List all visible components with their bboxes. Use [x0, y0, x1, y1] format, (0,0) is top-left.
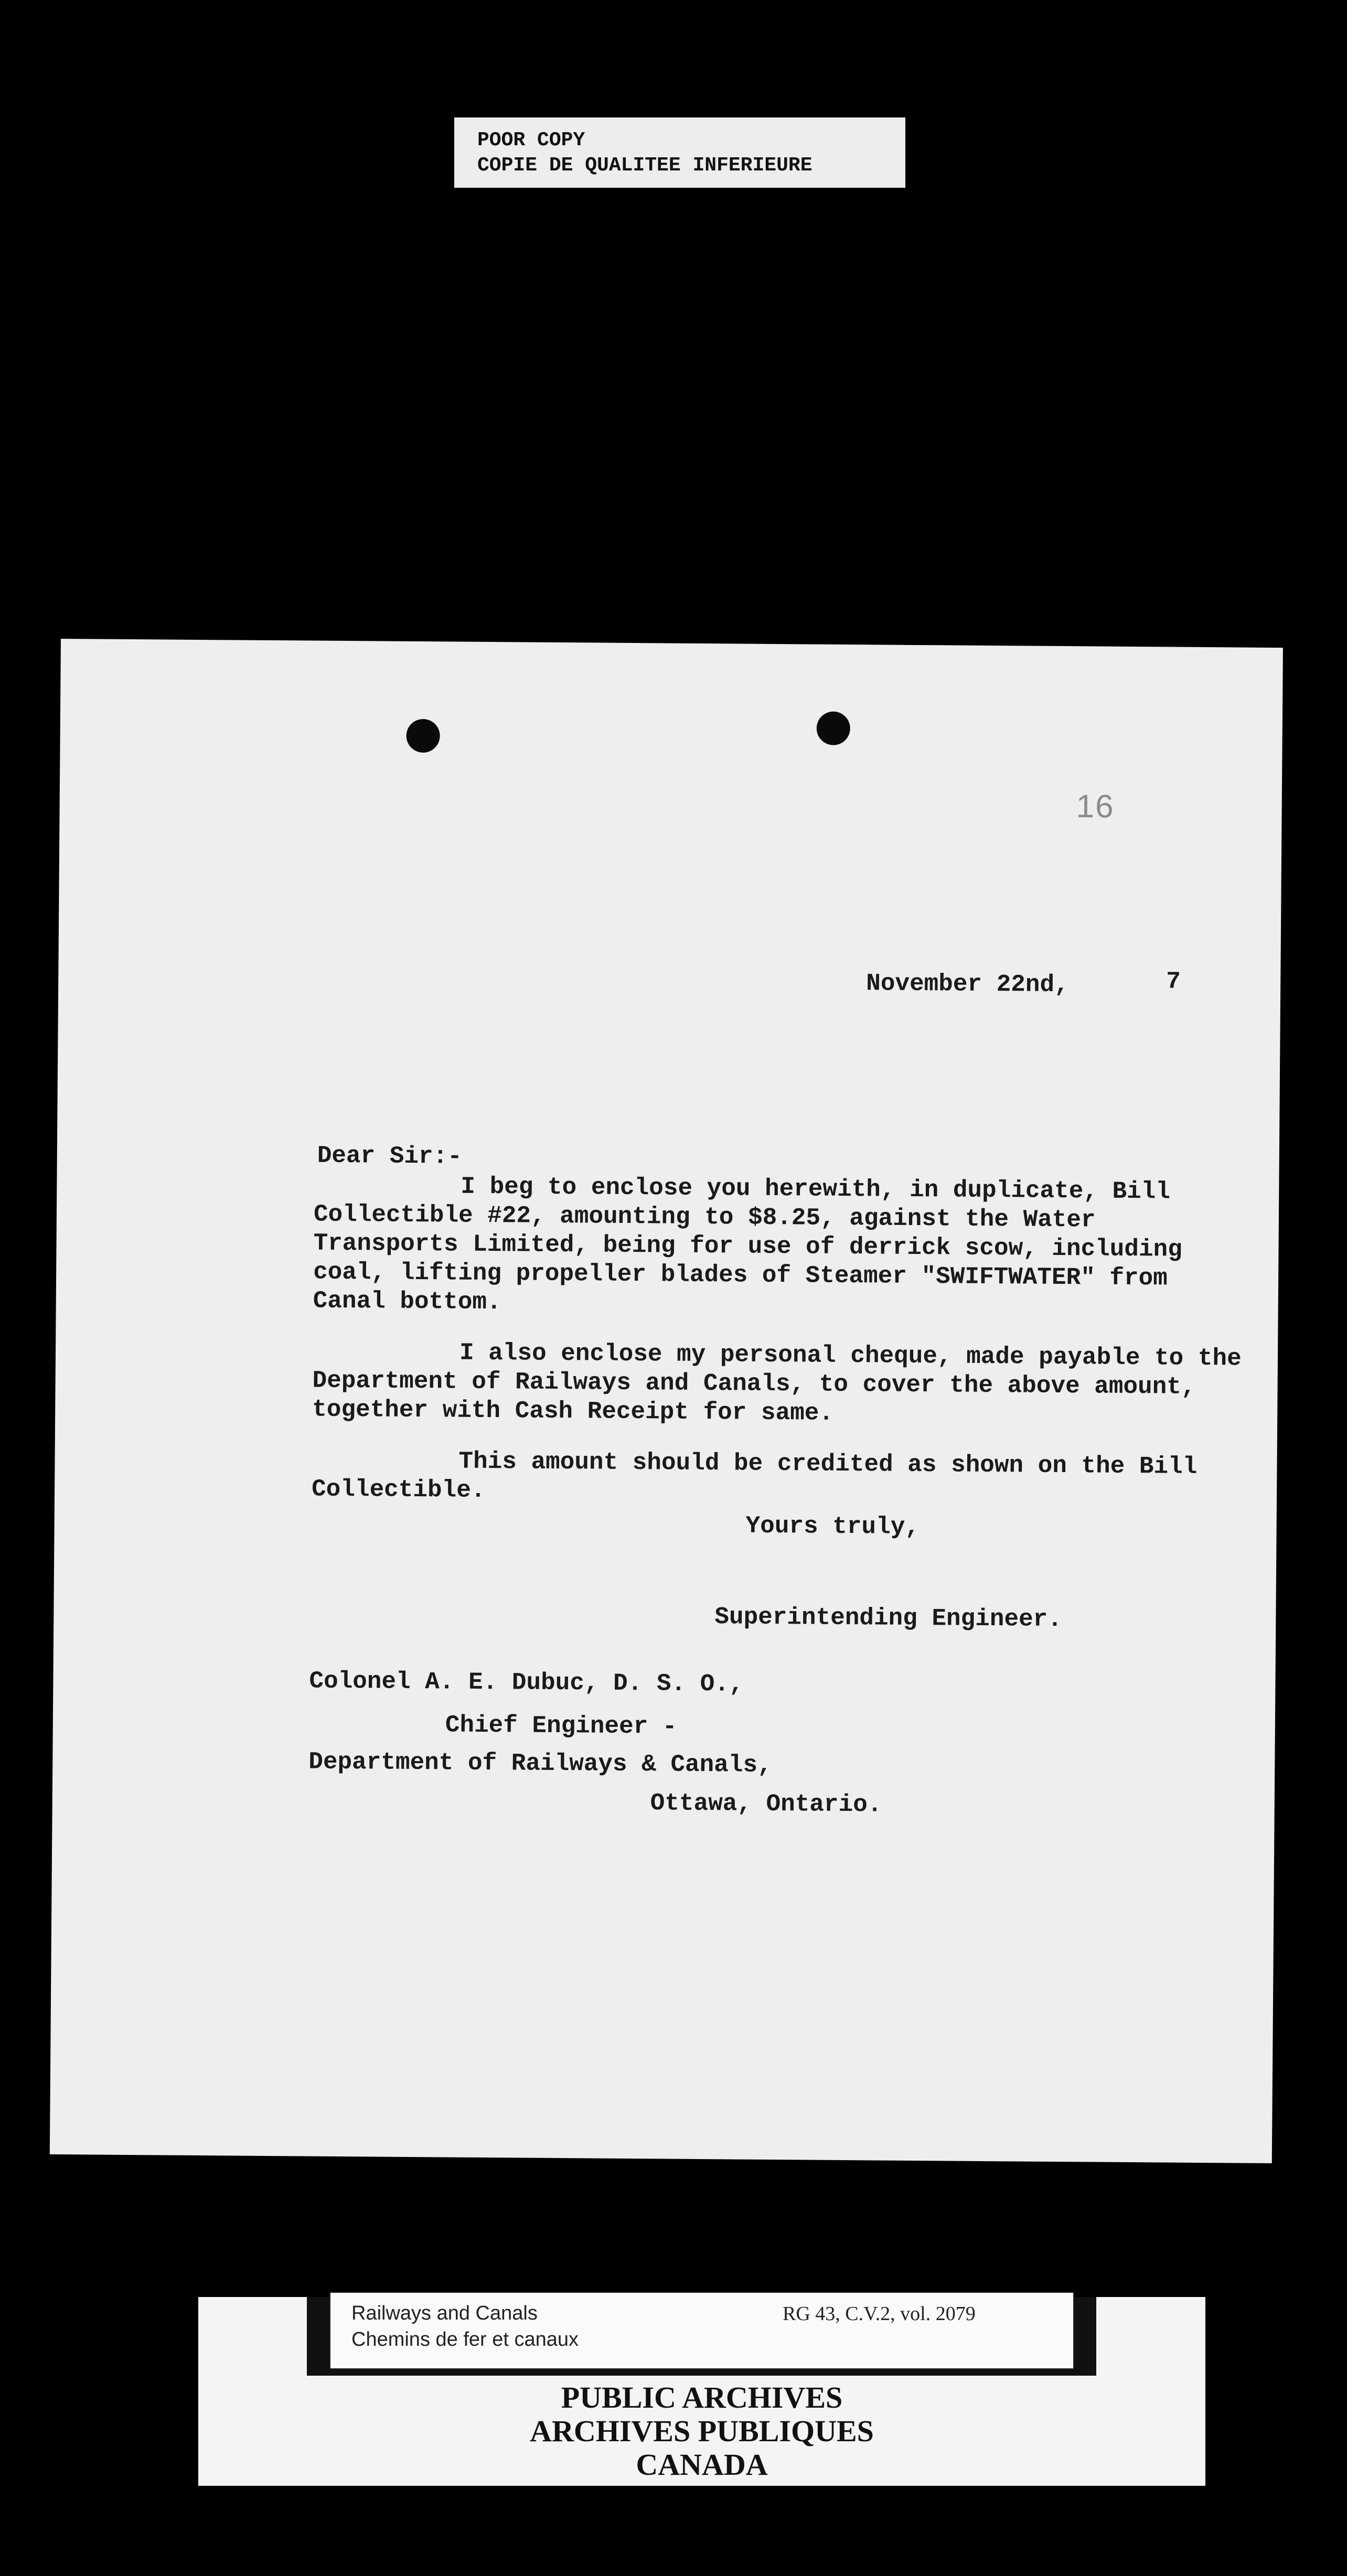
punch-hole-left [406, 719, 440, 753]
letter-page [50, 639, 1283, 2163]
archives-line-3: CANADA [636, 2448, 768, 2482]
archives-line-2: ARCHIVES PUBLIQUES [530, 2414, 874, 2448]
archival-reference: RG 43, C.V.2, vol. 2079 [783, 2303, 976, 2325]
salutation: Dear Sir:- [317, 1142, 463, 1171]
poor-copy-stamp [454, 117, 905, 188]
recipient-department: Department of Railways & Canals, [308, 1748, 772, 1779]
paragraph-1: I beg to enclose you herewith, in duplicate, Bill Collectible #22, amounting to $8.25, against the Water Transports Limited, being for use of derrick scow, including coal, lifting propeller blades of Steamer "SWIFTWATER" from Canal bottom. [313, 1173, 1182, 1316]
letter-date-suffix: 7 [1166, 968, 1181, 995]
punch-hole-right [817, 712, 850, 745]
recipient-city: Ottawa, Ontario. [650, 1789, 882, 1819]
recipient-name: Colonel A. E. Dubuc, D. S. O., [309, 1667, 744, 1698]
collection-name-fr: Chemins de fer et canaux [351, 2328, 579, 2350]
signature-title: Superintending Engineer. [714, 1603, 1063, 1634]
closing: Yours truly, [745, 1512, 920, 1541]
stamp-line-2: COPIE DE QUALITEE INFERIEURE [477, 154, 813, 177]
paragraph-3: This amount should be credited as shown on the Bill Collectible. [311, 1447, 1198, 1504]
letter-body [312, 1172, 1248, 1533]
archives-title [198, 2381, 1205, 2482]
archives-line-1: PUBLIC ARCHIVES [561, 2380, 843, 2414]
collection-label [329, 2292, 1074, 2369]
letter-date: November 22nd, [866, 970, 1069, 999]
paragraph-2: I also enclose my personal cheque, made payable to the Department of Railways and Canals, to cover the above amount, together with Cash Receipt for same. [312, 1339, 1242, 1427]
pencil-page-number: 16 [1076, 788, 1115, 825]
collection-name-en: Railways and Canals [351, 2302, 538, 2324]
stamp-line-1: POOR COPY [477, 129, 585, 152]
recipient-title: Chief Engineer - [445, 1711, 677, 1741]
